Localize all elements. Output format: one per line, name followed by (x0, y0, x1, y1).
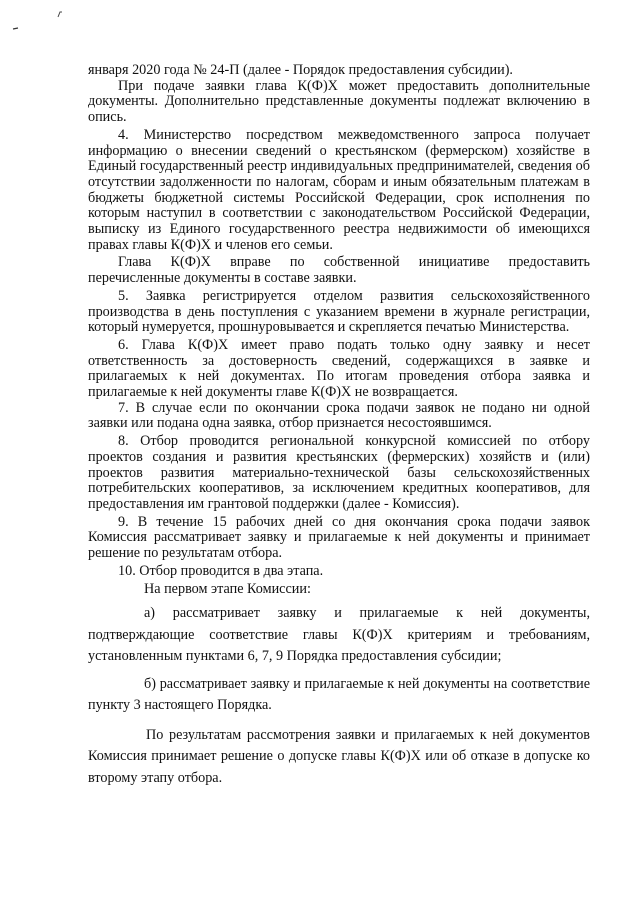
paragraph-item-4: 4. Министерство посредством межведомственного запроса получает информацию о внесении сведений о крестьянском (фермерском) хозяйстве в Единый государственный реестр индивидуальных предпринимателей, сведения об отсутствии задолженности по налогам, сборам и иным обязательным платежам в бюджеты бюджетной системы Российской Федерации, срок исполнения по которым наступил в соответствии с законодательством Российской Федерации, выписку из Единого государственного реестра недвижимости об имеющихся правах главы К(Ф)Х и членов его семьи. (88, 126, 590, 253)
paragraph-item-6: 6. Глава К(Ф)Х имеет право подать только одну заявку и несет ответственность за достоверность сведений, содержащихся в заявке и прилагаемых к ней документах. По итогам проведения отбора заявка и прилагаемые к ней документы главе К(Ф)Х не возвращается. (88, 336, 590, 401)
scan-mark-dash (13, 28, 18, 29)
paragraph-review-results: По результатам рассмотрения заявки и прилагаемых к ней документов Комиссия принимает решение о допуске главы К(Ф)Х или об отказе в допуске ко второму этапу отбора. (88, 726, 590, 786)
paragraph-additional-documents: При подаче заявки глава К(Ф)Х может предоставить дополнительные документы. Дополнительно представленные документы подлежат включению в опись. (88, 77, 590, 126)
paragraph-first-stage: На первом этапе Комиссии: (144, 580, 311, 597)
paragraph-item-9: 9. В течение 15 рабочих дней со дня окончания срока подачи заявок Комиссия рассматривает заявку и прилагаемые к ней документы и принимает решение по результатам отбора. (88, 513, 590, 562)
paragraph-item-7: 7. В случае если по окончании срока подачи заявок не подано ни одной заявки или подана одна заявка, отбор признается несостоявшимся. (88, 399, 590, 432)
document-body (88, 63, 590, 789)
scan-marks (0, 0, 120, 40)
paragraph-order-reference: января 2020 года № 24-П (далее - Порядок предоставления субсидии). (88, 62, 513, 78)
scan-mark-tick (58, 12, 62, 17)
paragraph-item-8: 8. Отбор проводится региональной конкурсной комиссией по отбору проектов создания и развития крестьянских (фермерских) хозяйств и (или) проектов развития материально-технической базы сельскохозяйственных потребительских кооперативов, за исключением кредитных кооперативов, для предоставления им грантовой поддержки (далее - Комиссия). (88, 433, 590, 512)
paragraph-item-10: 10. Отбор проводится в два этапа. (118, 562, 324, 579)
paragraph-own-initiative: Глава К(Ф)Х вправе по собственной инициативе предоставить перечисленные документы в составе заявки. (88, 254, 590, 287)
paragraph-subitem-b: б) рассматривает заявку и прилагаемые к ней документы на соответствие пункту 3 настоящего Порядка. (88, 675, 590, 714)
paragraph-item-5: 5. Заявка регистрируется отделом развития сельскохозяйственного производства в день поступления с указанием времени в журнале регистрации, который нумеруется, прошнуровывается и скрепляется печатью Министерства. (88, 287, 590, 336)
paragraph-subitem-a: а) рассматривает заявку и прилагаемые к ней документы, подтверждающие соответствие главы К(Ф)Х критериям и требованиям, установленным пунктами 6, 7, 9 Порядка предоставления субсидии; (88, 605, 590, 665)
